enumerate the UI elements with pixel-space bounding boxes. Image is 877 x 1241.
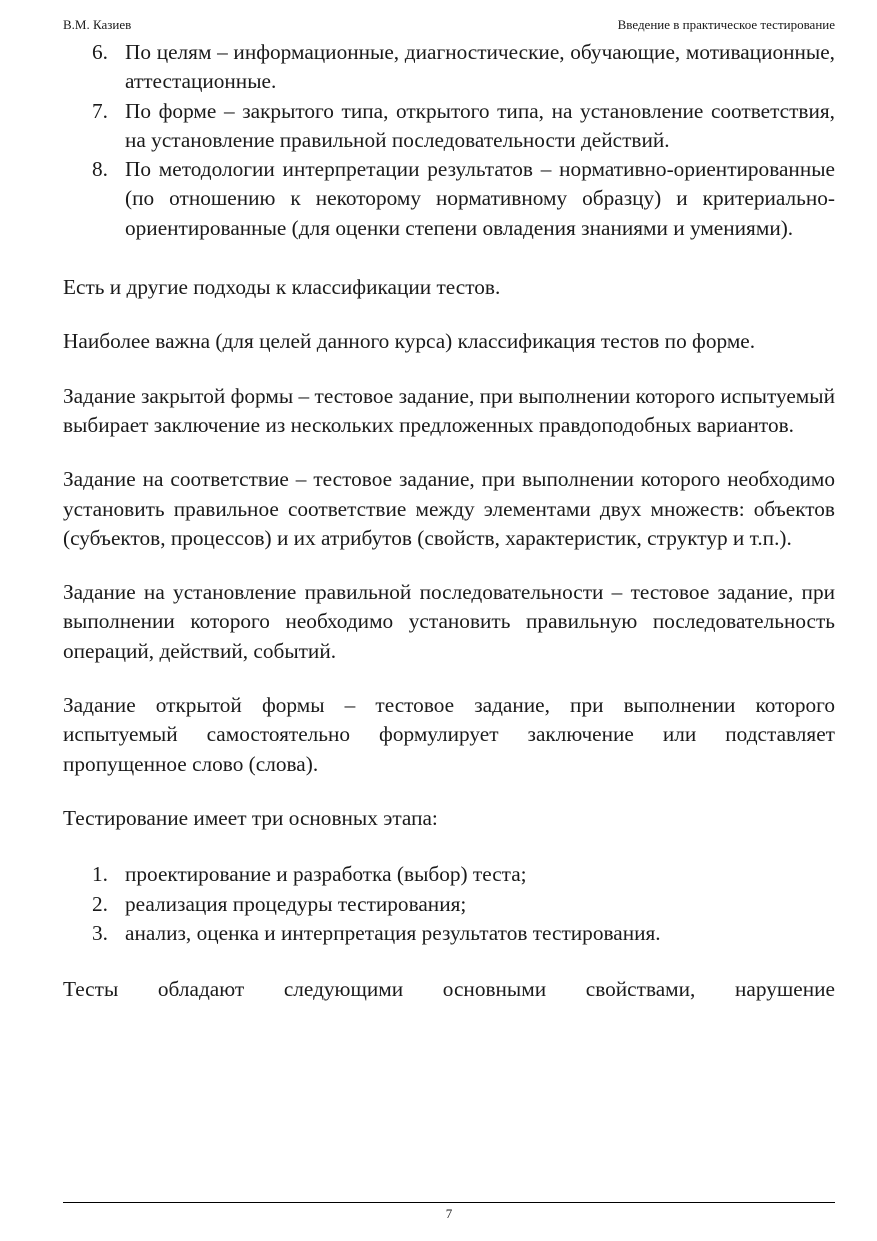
list-item-number: 3. [92, 920, 108, 945]
paragraph: Задание открытой формы – тестовое задание, при выполнении которого испытуемый самостоятельно формулирует заключение или подставляет пропущенное слово (слова). [63, 693, 835, 776]
footer-divider [63, 1202, 835, 1203]
paragraph: Задание на соответствие – тестовое задание, при выполнении которого необходимо установить правильное соответствие между элементами двух множеств: объектов (субъектов, процессов) и их атрибутов (свойств, характеристик, структур и т.п.). [63, 467, 835, 550]
list-item-text: По целям – информационные, диагностические, обучающие, мотивационные, аттестационные. [125, 40, 835, 94]
header-title: Введение в практическое тестирование [617, 17, 835, 32]
list-item-text: По методологии интерпретации результатов – нормативно-ориентированные (по отношению к некоторому нормативному образцу) и критериально-ориентированные (для оценки степени овладения знаниями и умениями). [125, 157, 835, 240]
document-page [63, 0, 835, 1241]
list-item [63, 860, 835, 889]
list-item-number: 8. [92, 157, 108, 182]
list-item-number: 1. [92, 862, 108, 887]
list-item [63, 97, 835, 156]
paragraph: Задание на установление правильной последовательности – тестовое задание, при выполнении которого необходимо установить правильную последовательность операций, действий, событий. [63, 580, 835, 663]
list-item-text: По форме – закрытого типа, открытого типа, на установление соответствия, на установление правильной последовательности действий. [125, 98, 835, 152]
paragraph: Задание закрытой формы – тестовое задание, при выполнении которого испытуемый выбирает заключение из нескольких предложенных правдоподобных вариантов. [63, 383, 835, 437]
list-item-number: 6. [92, 40, 108, 64]
paragraph: Тесты обладают следующими основными свойствами, нарушение [63, 977, 835, 1002]
list-item-number: 7. [92, 98, 108, 123]
page-content [63, 38, 835, 1004]
list-item [63, 919, 835, 948]
paragraph: Наиболее важна (для целей данного курса) классификация тестов по форме. [63, 329, 756, 354]
list-item [63, 38, 835, 97]
header-author: В.М. Казиев [63, 17, 132, 32]
running-header [63, 17, 835, 35]
list-item-text: анализ, оценка и интерпретация результатов тестирования. [125, 920, 661, 945]
paragraph: Тестирование имеет три основных этапа: [63, 805, 438, 830]
list-item [63, 155, 835, 243]
page-number: 7 [445, 1206, 453, 1221]
classification-list [63, 38, 835, 243]
list-item-text: проектирование и разработка (выбор) теста; [125, 862, 527, 887]
list-item-text: реализация процедуры тестирования; [125, 891, 467, 916]
stages-list [63, 860, 835, 948]
list-item [63, 890, 835, 919]
list-item-number: 2. [92, 891, 108, 916]
paragraph: Есть и другие подходы к классификации тестов. [63, 275, 501, 300]
